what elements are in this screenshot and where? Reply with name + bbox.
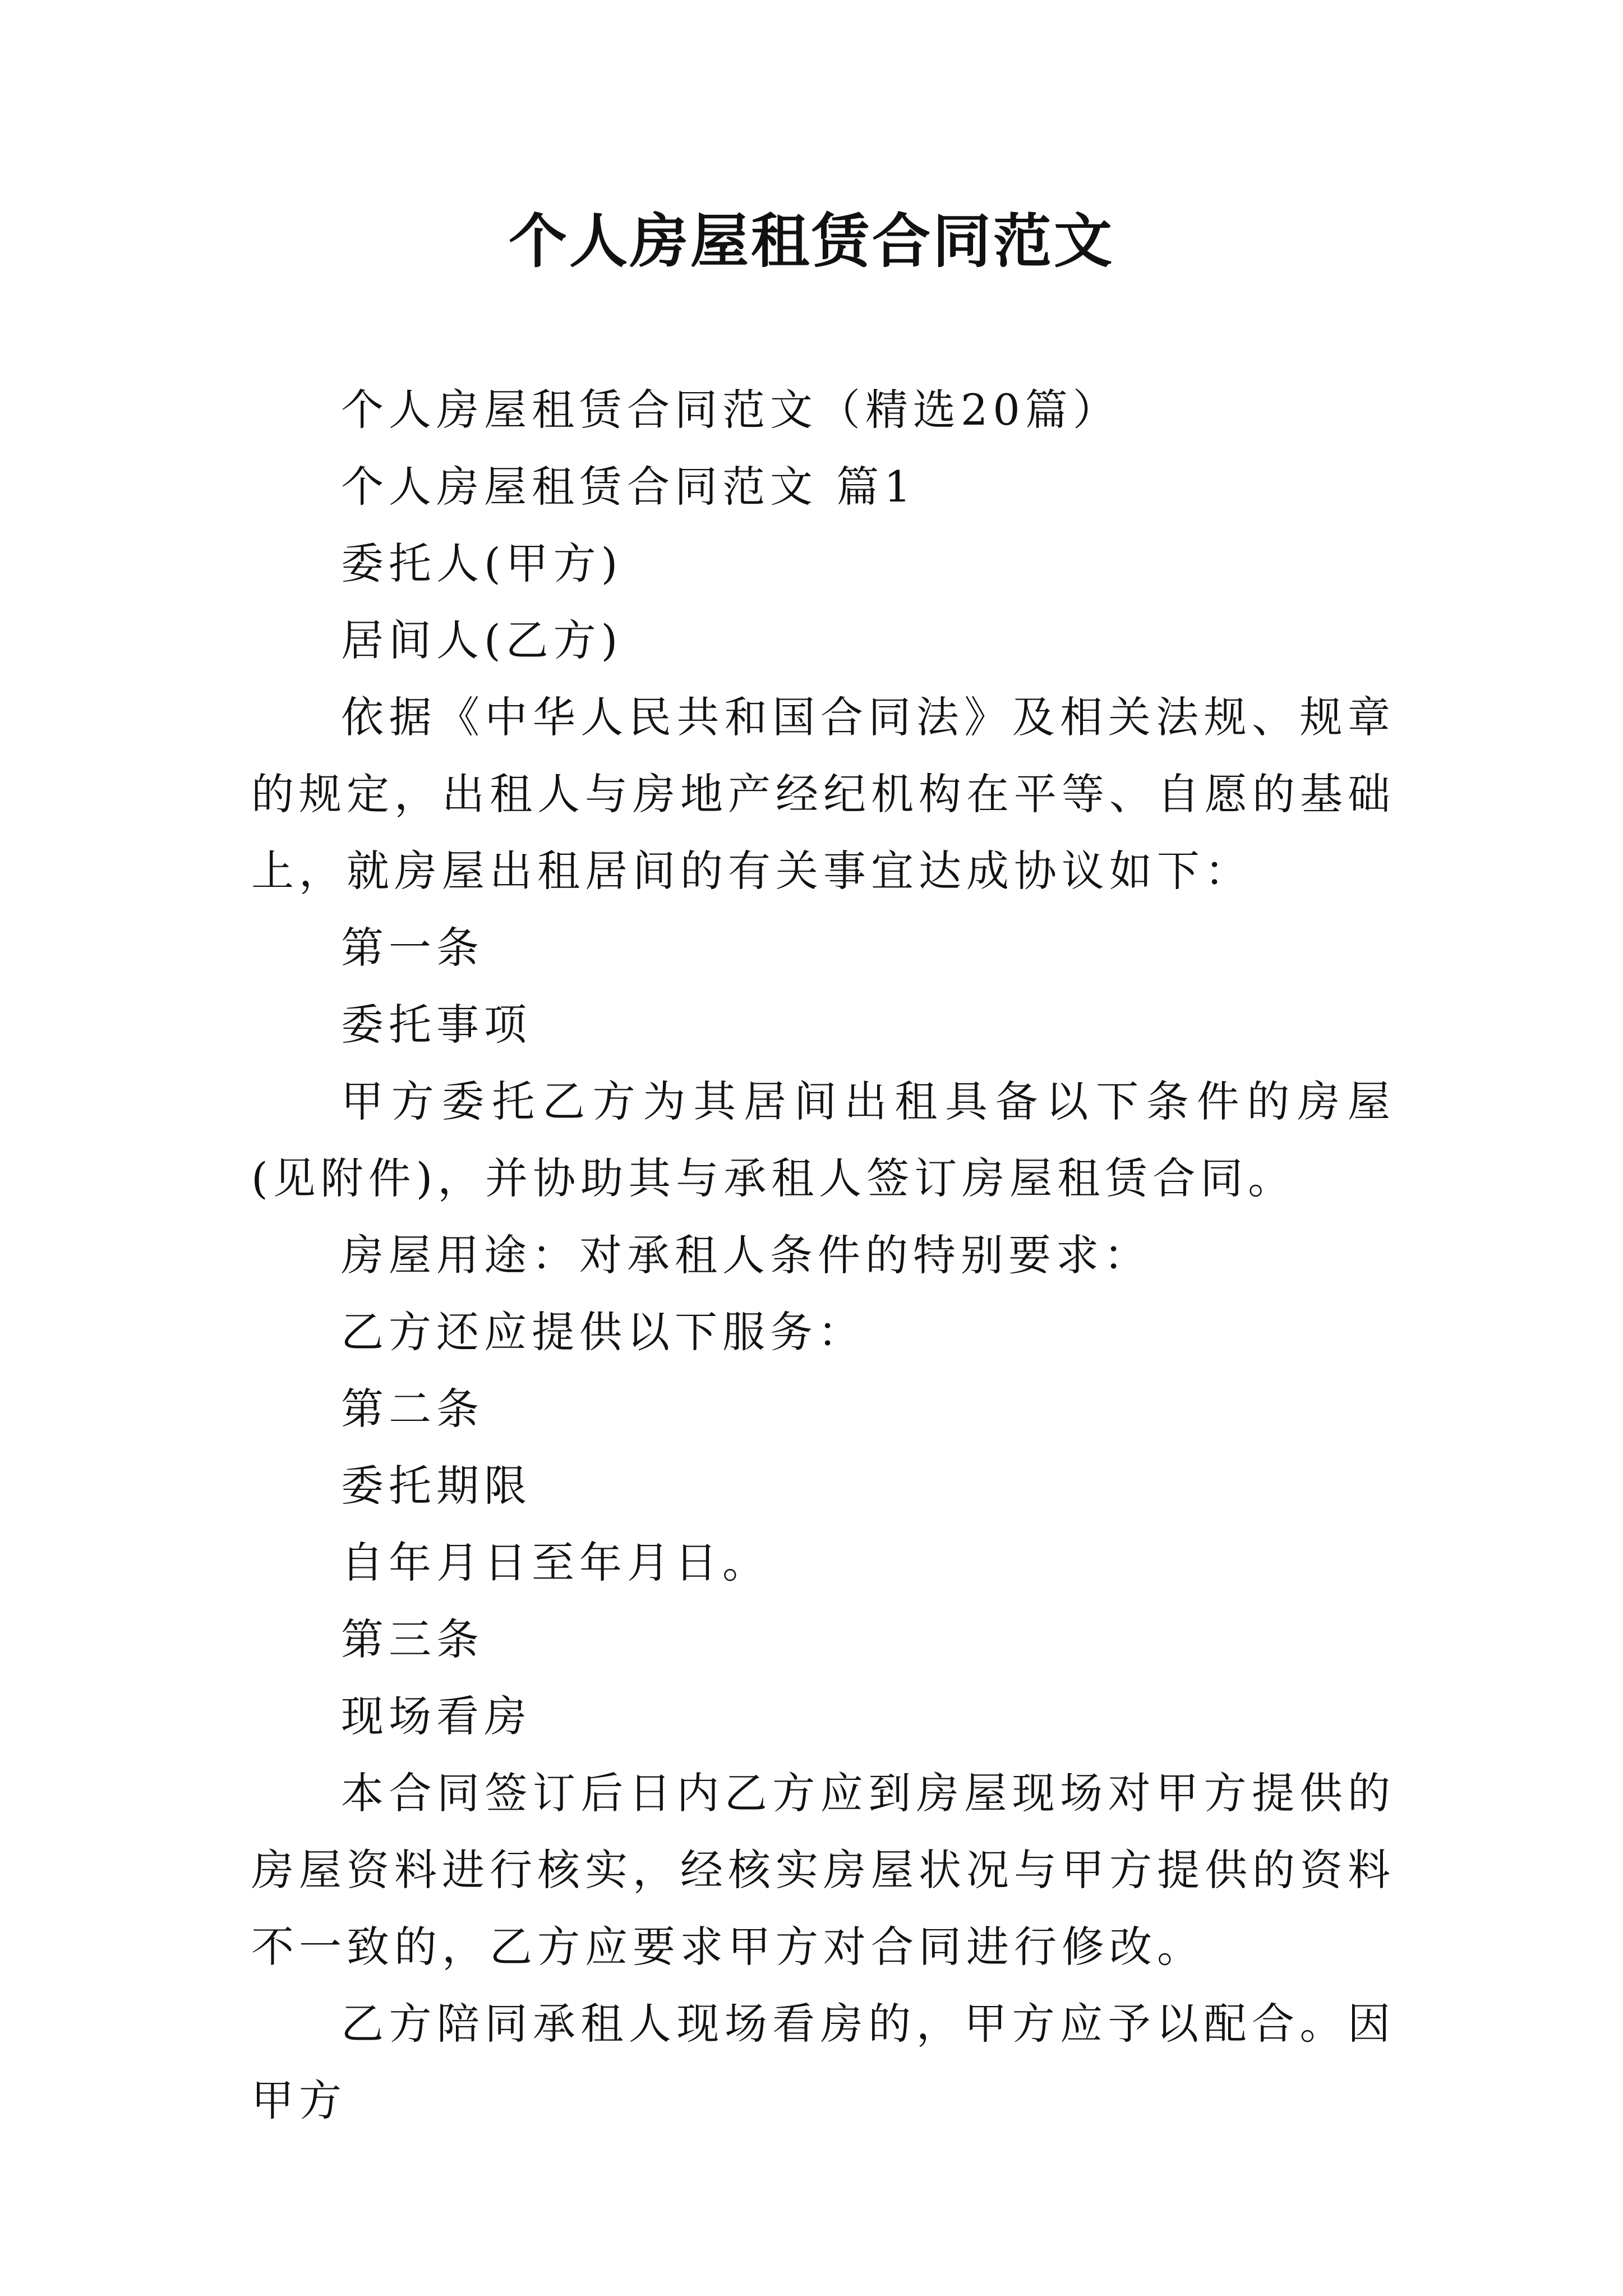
paragraph-clause-1-title: 委托事项 (341, 1000, 532, 1050)
paragraph-clause-3-number: 第三条 (341, 1614, 484, 1664)
document-body (251, 371, 1395, 2139)
paragraph-preamble: 依据《中华人民共和国合同法》及相关法规、规章的规定，出租人与房地产经纪机构在平等、自愿的基础上，就房屋出租居间的有关事宜达成协议如下： (251, 692, 1395, 896)
paragraph-clause-1-body: 甲方委托乙方为其居间出租具备以下条件的房屋(见附件)，并协助其与承租人签订房屋租赁合同。 (251, 1076, 1395, 1203)
paragraph-clause-2-title: 委托期限 (341, 1461, 532, 1511)
paragraph-clause-3-viewing: 乙方陪同承租人现场看房的，甲方应予以配合。因甲方 (251, 1999, 1395, 2125)
paragraph-house-use: 房屋用途：对承租人条件的特别要求： (341, 1230, 1151, 1280)
paragraph-subtitle: 个人房屋租赁合同范文（精选20篇） (341, 385, 1121, 435)
paragraph-services: 乙方还应提供以下服务： (341, 1307, 865, 1357)
paragraph-clause-2-number: 第二条 (341, 1384, 484, 1434)
paragraph-clause-2-body: 自年月日至年月日。 (341, 1538, 770, 1588)
document-title: 个人房屋租赁合同范文 (508, 206, 1114, 275)
paragraph-clause-3-title: 现场看房 (341, 1691, 532, 1741)
paragraph-principal: 委托人(甲方) (341, 539, 623, 588)
paragraph-article-heading: 个人房屋租赁合同范文 篇1 (341, 462, 916, 512)
paragraph-clause-3-body: 本合同签订后日内乙方应到房屋现场对甲方提供的房屋资料进行核实，经核实房屋状况与甲方提供的资料不一致的，乙方应要求甲方对合同进行修改。 (251, 1768, 1395, 1972)
paragraph-clause-1-number: 第一条 (341, 923, 484, 973)
paragraph-intermediary: 居间人(乙方) (341, 615, 623, 665)
